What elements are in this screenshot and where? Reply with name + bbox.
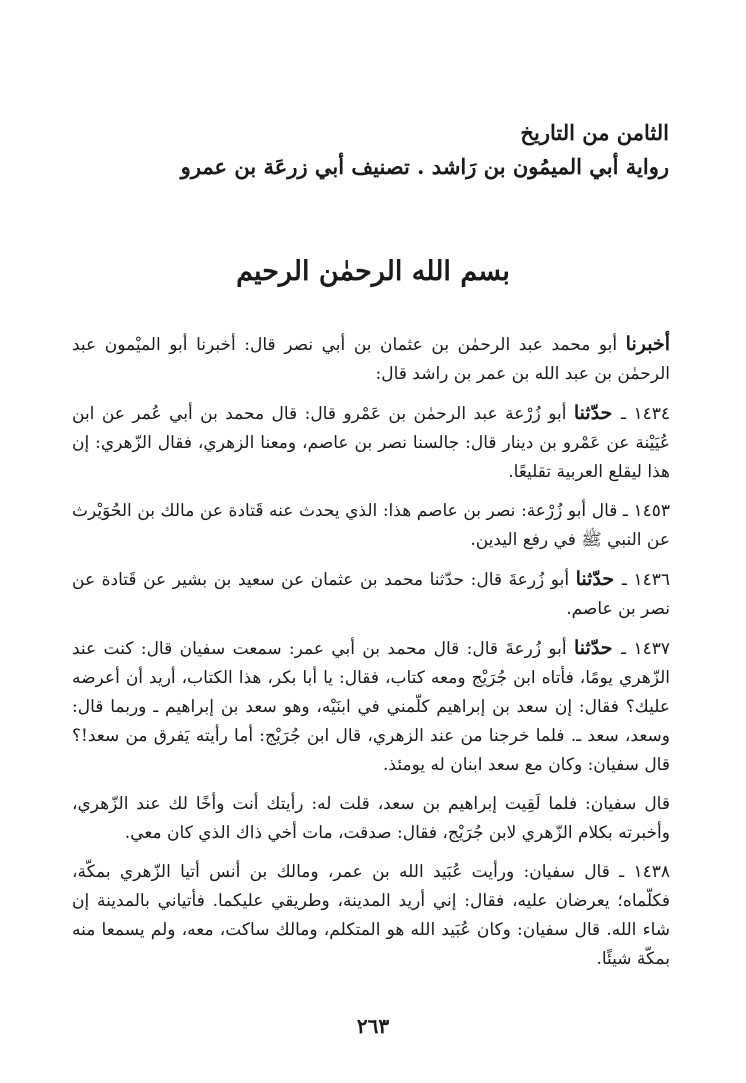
hadith-number: ١٤٣٤ ـ xyxy=(621,404,670,424)
paragraph-1453 xyxy=(72,497,670,555)
hadith-number: ١٤٥٣ xyxy=(633,501,670,521)
paragraph-sufyan xyxy=(72,790,670,848)
para-text: أبو زُرْعة عبد الرحمٰن بن عَمْرو قال: قال محمد بن أبي عُمر عن ابن عُيَيْنة عن عَمْرو بن دينار قال: جالسنا نصر بن عاصم، ومعنا الزهري، فقال الزّهري: إن هذا ليقلع العربية تقليعًا. xyxy=(72,404,670,482)
basmala-heading: بسم الله الرحمٰن الرحيم xyxy=(236,256,510,287)
para-text: أبو زُرعةَ قال: حدّثنا محمد بن عثمان عن سعيد بن بشير عن قَتادة عن نصر بن عاصم. xyxy=(72,570,670,619)
para-lead-word: حدّثنا xyxy=(573,402,622,424)
paragraph-1437 xyxy=(72,634,670,780)
para-text: ـ قال سفيان: ورأيت عُبَيد الله بن عمر، ومالك بن أنس أتيا الزّهري بمكّة، فكلّماه؛ يعرضان عليه، فقال: إني أريد المدينة، وطريقي عليكما. فأتياني بالمدينة إن شاء الله. قال سفيان: وكان عُبَيد الله هو المتكلم، ومالك ساكت، معه، ولم يسمعا منه بمكّة شيئًا. xyxy=(72,862,670,969)
page-number: ٢٦٣ xyxy=(356,1014,390,1038)
paragraph-1438 xyxy=(72,858,670,974)
para-text: أبو زُرعةَ قال: قال محمد بن أبي عمر: سمعت سفيان قال: كنت عند الزّهري يومًا، فأتاه ابن جُرَيْج ومعه كتاب، فقال: يا أبا بكر، هذا الكتاب، أريد أن أعرضه عليك؟ فقال: إن سعد بن إبراهيم كلّمني في ابنَيْه، وهو سعد بن إبراهيم ـ وربما قال: وسعد، سعد ـ. فلما خرجنا من عند الزهري، قال ابن جُرَيْج: أما رأيته يَفرق من سعد!؟ قال سفيان: وكان مع سعد ابنان له يومئذ. xyxy=(72,639,670,775)
chapter-header xyxy=(69,116,669,184)
chapter-title: الثامن من التاريخ xyxy=(520,120,669,145)
body-text xyxy=(72,330,670,974)
hadith-number: ١٤٣٨ xyxy=(633,862,670,882)
paragraph-1434 xyxy=(72,399,670,487)
para-text: ـ قال أبو زُرْعة: نصر بن عاصم هذا: الذي يحدث عنه قَتادة عن مالك بن الحُوَيْرث عن النبي ﷺ في رفع اليدين. xyxy=(72,501,670,550)
para-lead-word: أخبرنا xyxy=(625,333,670,355)
hadith-number: ١٤٣٦ ـ xyxy=(621,570,670,590)
chapter-subtitle: رواية أبي الميمُون بن رَاشد . تصنيف أبي زرعَة بن عمرو xyxy=(180,154,669,179)
paragraph-1436 xyxy=(72,565,670,624)
paragraph-intro xyxy=(72,330,670,389)
para-lead-word: حدّثنا xyxy=(575,568,622,590)
hadith-number: ١٤٣٧ ـ xyxy=(621,639,671,659)
para-lead-word: حدّثنا xyxy=(574,637,622,659)
para-text: قال سفيان: فلما لَقِيت إبراهيم بن سعد، قلت له: رأيتك أنت وأخًا لك عند الزّهري، وأخبرته بكلام الزّهري لابن جُرَيْج، فقال: صدقت، مات أخي ذاك الذي كان معي. xyxy=(72,794,670,843)
para-text: أبو محمد عبد الرحمٰن بن عثمان بن أبي نصر قال: أخبرنا أبو الميْمون عبد الرحمٰن بن عبد الله بن عمر بن راشد قال: xyxy=(72,335,670,384)
